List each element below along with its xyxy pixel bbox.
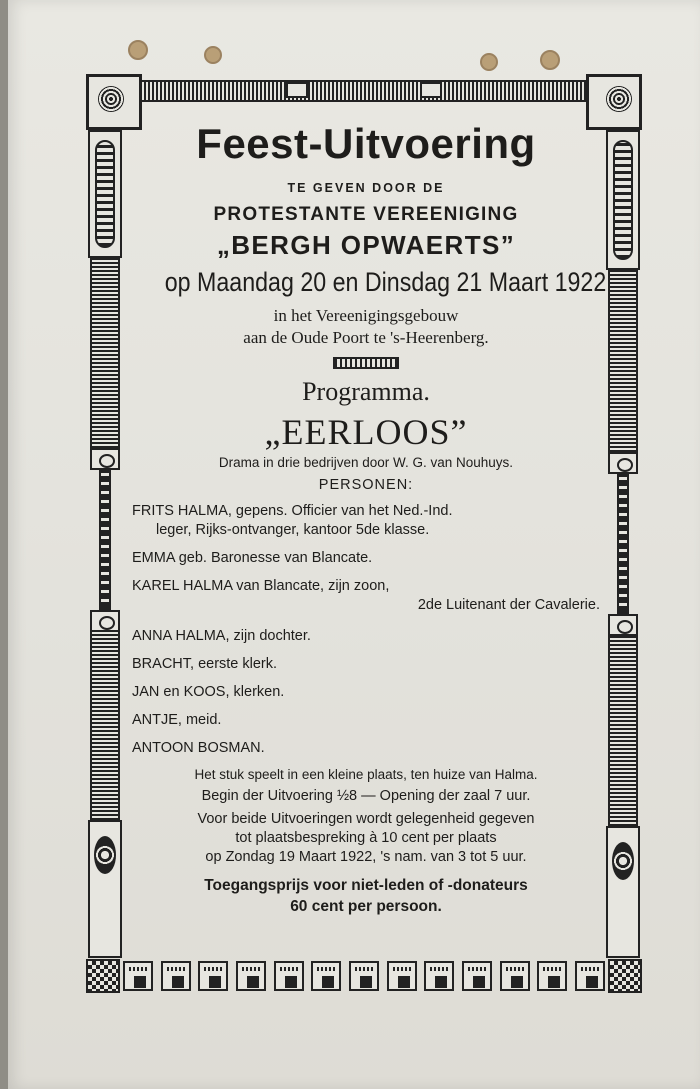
cast-entry xyxy=(132,655,600,674)
border-ornament-icon xyxy=(420,82,442,98)
cell-ornament-icon xyxy=(274,961,304,991)
cast-line: JAN en KOOS, klerken. xyxy=(132,684,285,700)
booking-line-2: tot plaatsbespreking à 10 cent per plaats xyxy=(235,830,497,846)
cast-entry xyxy=(132,502,600,540)
border-right-stripe xyxy=(608,636,638,826)
cast-line: FRITS HALMA, gepens. Officier van het Ned.-Ind. xyxy=(132,503,453,519)
border-bottom-row xyxy=(86,958,642,994)
cast-entry xyxy=(132,549,600,568)
cast-heading: PERSONEN: xyxy=(318,477,414,493)
cast-entry xyxy=(132,577,600,615)
knot-ornament-icon xyxy=(90,448,120,470)
cell-ornament-icon xyxy=(161,961,191,991)
cell-ornament-icon xyxy=(462,961,492,991)
border-ornament-icon xyxy=(286,82,308,98)
price-line-1: Toegangsprijs voor niet-leden of -donateurs xyxy=(204,877,528,894)
chain-ornament-icon xyxy=(617,474,629,614)
border-left-stripe xyxy=(90,258,120,448)
cast-entry xyxy=(132,683,600,702)
cell-ornament-icon xyxy=(500,961,530,991)
eye-ornament-icon xyxy=(606,826,640,958)
cell-ornament-icon xyxy=(349,961,379,991)
divider-ornament-icon xyxy=(333,357,399,369)
cast-line: ANTJE, meid. xyxy=(132,712,222,728)
cast-entry xyxy=(132,711,600,730)
start-time: Begin der Uitvoering ½8 — Opening der zaal 7 uur. xyxy=(201,788,531,804)
knot-ornament-icon xyxy=(608,614,638,636)
association-name: „BERGH OPWAERTS” xyxy=(216,230,516,260)
punch-hole xyxy=(480,53,498,71)
chain-ornament-icon xyxy=(99,470,111,610)
booking-line-1: Voor beide Uitvoeringen wordt gelegenheid gegeven xyxy=(197,811,535,827)
cast-entry xyxy=(132,627,600,646)
cell-ornament-icon xyxy=(537,961,567,991)
play-description: Drama in drie bedrijven door W. G. van Nouhuys. xyxy=(218,455,514,470)
price-line-2: 60 cent per persoon. xyxy=(290,898,442,915)
punch-hole xyxy=(204,46,222,64)
cast-entry xyxy=(132,739,600,758)
cast-line: ANTOON BOSMAN. xyxy=(132,740,265,756)
venue-line-2: aan de Oude Poort te 's-Heerenberg. xyxy=(243,328,489,347)
venue-line-1: in het Vereenigingsgebouw xyxy=(273,306,459,325)
border-left-stripe xyxy=(90,632,120,820)
border-top-stripe xyxy=(140,80,588,102)
cast-line: ANNA HALMA, zijn dochter. xyxy=(132,628,311,644)
performance-dates: op Maandag 20 en Dinsdag 21 Maart 1922 xyxy=(164,267,607,297)
cast-line: 2de Luitenant der Cavalerie. xyxy=(417,597,600,613)
cast-line: BRACHT, eerste klerk. xyxy=(132,656,278,672)
organization-name: PROTESTANTE VEREENIGING xyxy=(213,204,519,225)
cast-line: leger, Rijks-ontvanger, kantoor 5de klasse. xyxy=(156,522,430,538)
play-title: „EERLOOS” xyxy=(264,412,468,452)
cell-ornament-icon xyxy=(123,961,153,991)
poster-content xyxy=(132,100,607,917)
program-heading: Programma. xyxy=(302,377,430,406)
totem-ornament-icon xyxy=(606,130,640,270)
checker-ornament-icon xyxy=(86,959,120,993)
cast-line: EMMA geb. Baronesse van Blancate. xyxy=(132,550,373,566)
checker-ornament-icon xyxy=(608,959,642,993)
totem-ornament-icon xyxy=(88,130,122,258)
poster-subtitle: TE GEVEN DOOR DE xyxy=(287,181,445,195)
punch-hole xyxy=(128,40,148,60)
border-right-stripe xyxy=(608,270,638,452)
cell-ornament-icon xyxy=(387,961,417,991)
cell-ornament-icon xyxy=(198,961,228,991)
cell-ornament-icon xyxy=(424,961,454,991)
punch-hole xyxy=(540,50,560,70)
paper-sheet xyxy=(8,0,700,1089)
eye-ornament-icon xyxy=(88,820,122,958)
cell-ornament-icon xyxy=(575,961,605,991)
cell-ornament-icon xyxy=(236,961,266,991)
poster-title: Feest-Uitvoering xyxy=(196,120,536,167)
cell-ornament-icon xyxy=(311,961,341,991)
knot-ornament-icon xyxy=(608,452,638,474)
knot-ornament-icon xyxy=(90,610,120,632)
setting-note: Het stuk speelt in een kleine plaats, ten huize van Halma. xyxy=(194,767,538,782)
cast-line: KAREL HALMA van Blancate, zijn zoon, xyxy=(132,578,390,594)
booking-line-3: op Zondag 19 Maart 1922, 's nam. van 3 tot 5 uur. xyxy=(205,849,527,865)
